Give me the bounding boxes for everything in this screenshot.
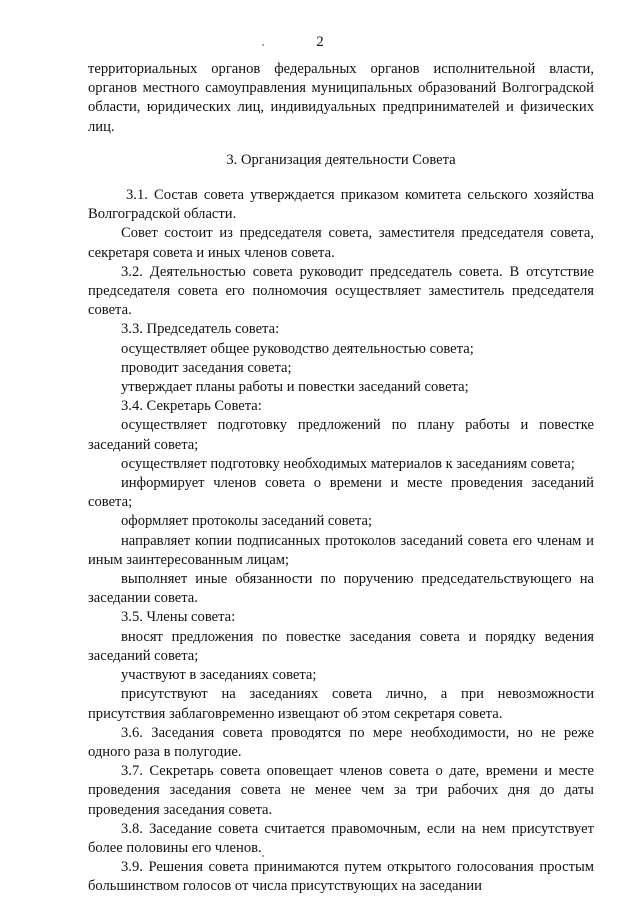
paragraph-3-2: 3.2. Деятельностью совета руководит председатель совета. В отсутствие председателя совета его полномочия осуществляет заместитель председателя совета. [88,263,594,319]
list-item: осуществляет подготовку предложений по плану работы и повестке заседаний совета; [88,417,594,453]
page-number: 2 [316,34,324,50]
list-item: осуществляет общее руководство деятельностью совета; [121,340,474,357]
paragraph-3-8: 3.8. Заседание совета считается правомочным, если на нем присутствует более половины его членов. [88,820,594,856]
paragraph-3-4: 3.4. Секретарь Совета: [121,398,262,415]
list-item: присутствуют на заседаниях совета лично, а при невозможности присутствия заблаговременно извещают об этом секретаря совета. [88,686,594,722]
list-item: осуществляет подготовку необходимых материалов к заседаниям совета; [121,455,575,472]
list-item: участвуют в заседаниях совета; [121,667,317,684]
list-item: выполняет иные обязанности по поручению председательствующего на заседании совета. [88,571,594,607]
paragraph-3-5: 3.5. Члены совета: [121,609,236,626]
paragraph-3-7: 3.7. Секретарь совета оповещает членов совета о дате, времени и месте проведения заседания совета не менее чем за три рабочих дня до даты проведения заседания совета. [88,763,594,818]
list-item: оформляет протоколы заседаний совета; [121,513,373,530]
paragraph: Совет состоит из председателя совета, заместителя председателя совета, секретаря совета и иных членов совета. [88,225,594,261]
list-item: информирует членов совета о времени и месте проведения заседаний совета; [88,475,594,511]
list-item: вносят предложения по повестке заседания совета и порядку ведения заседаний совета; [88,628,594,664]
paragraph-3-1: 3.1. Состав совета утверждается приказом комитета сельского хозяйства Волгоградской области. [88,187,594,223]
paragraph-3-3: 3.3. Председатель совета: [121,321,280,338]
list-item: проводит заседания совета; [121,359,292,376]
document-body [88,60,594,897]
list-item: направляет копии подписанных протоколов заседаний совета его членам и иным заинтересованным лицам; [88,532,594,568]
paragraph-3-9: 3.9. Решения совета принимаются путем открытого голосования простым большинством голосов от числа присутствующих на заседании [88,859,594,895]
section-title: 3. Организация деятельности Совета [226,151,456,168]
paragraph-3-6: 3.6. Заседания совета проводятся по мере необходимости, но не реже одного раза в полугодие. [88,724,594,760]
intro-paragraph: территориальных органов федеральных органов исполнительной власти, органов местного самоуправления муниципальных образований Волгоградской области, юридических лиц, индивидуальных предпринимателей и физических лиц. [88,61,594,135]
list-item: утверждает планы работы и повестки заседаний совета; [121,379,469,396]
